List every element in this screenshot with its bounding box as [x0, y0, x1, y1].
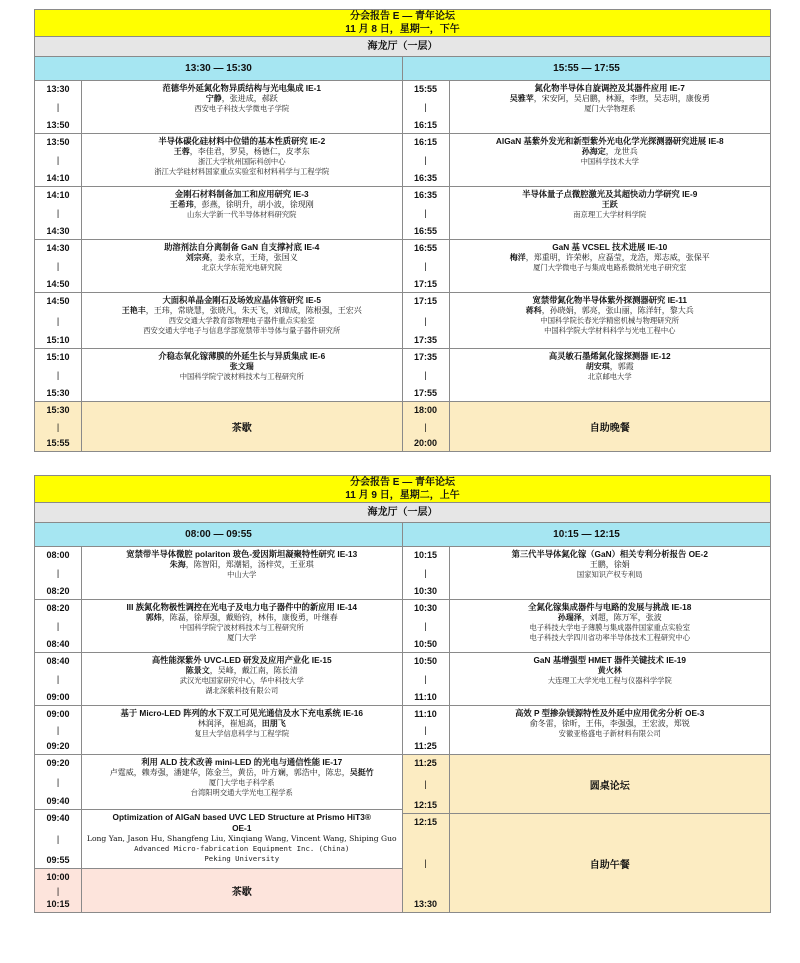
start-time: 08:00	[46, 550, 70, 560]
time-separator: |	[56, 102, 60, 112]
session-banner	[35, 476, 770, 503]
talk-authors	[453, 94, 768, 104]
end-time: 14:30	[46, 226, 70, 236]
talk-row	[403, 187, 771, 240]
talk-info	[450, 187, 771, 239]
talk-authors	[85, 560, 399, 570]
time-cell	[403, 134, 450, 186]
affiliation: 中国科学院长春光学精密机械与物理研究所	[540, 316, 680, 325]
hall-name: 海龙厅（一层）	[35, 37, 770, 57]
start-time: 11:25	[414, 758, 437, 768]
talk-info	[450, 349, 771, 401]
talk-row	[35, 547, 402, 600]
start-time: 08:20	[46, 603, 70, 613]
talk-title: 助溶剂法自分离制备 GaN 自支撑衬底 IE-4	[164, 242, 320, 252]
affiliation: 大连理工大学光电工程与仪器科学学院	[547, 676, 672, 685]
talk-title: Optimization of AlGaN based UVC LED Structure at Prismo HiT3®	[112, 812, 371, 822]
left-slot-label: 13:30 — 15:30	[35, 57, 403, 80]
talk-row	[403, 134, 771, 187]
start-time: 14:30	[46, 243, 70, 253]
talk-authors	[85, 362, 399, 372]
time-cell	[403, 349, 450, 401]
start-time: 16:35	[413, 190, 438, 200]
talk-row	[403, 81, 771, 134]
affiliation: 武汉光电国家研究中心，华中科技大学	[179, 676, 304, 685]
talk-info	[450, 600, 771, 652]
left-column	[35, 547, 403, 912]
talk-authors	[453, 560, 768, 570]
break-label: 茶歇	[231, 887, 252, 898]
talk-title: 利用 ALD 技术改善 mini-LED 的光电与通信性能 IE-17	[141, 757, 343, 767]
talk-authors	[453, 613, 768, 623]
presenter-name: 宁静	[205, 94, 222, 103]
time-cell	[403, 600, 450, 652]
coauthors: ，陈智阳，郑潮韬，汤梓荧，王亚琪	[185, 560, 314, 569]
presenter-name: 蒋科	[525, 306, 542, 315]
time-cell	[35, 293, 82, 348]
time-cell	[35, 187, 82, 239]
talk-title: 氮化物半导体自旋调控及其器件应用 IE-7	[534, 83, 685, 93]
talk-authors	[453, 306, 768, 316]
presenter-name: 吴挺竹	[349, 768, 374, 777]
schedule-columns	[35, 547, 770, 912]
affiliation: Advanced Micro-fabrication Equipment Inc. (China)	[134, 844, 350, 853]
presenter-name: 朱海	[169, 560, 186, 569]
affiliation: 台湾阳明交通大学光电工程学系	[190, 787, 293, 797]
end-time: 14:10	[46, 173, 70, 183]
presenter-name: 田朋飞	[261, 719, 286, 728]
start-time: 17:35	[413, 352, 438, 362]
session-banner	[35, 10, 770, 37]
talk-row	[35, 134, 402, 187]
start-time: 09:00	[46, 709, 70, 719]
end-time: 08:20	[46, 586, 70, 596]
start-time: 14:50	[46, 296, 70, 306]
talk-title: 高效 P 型掺杂镁源特性及外延中应用优劣分析 OE-3	[515, 708, 705, 718]
presenter-name: 孙瑞泽	[557, 613, 582, 622]
coauthors: ，彭燕，徐明升，胡小波，徐现刚	[193, 200, 314, 209]
affiliation: 安徽亚格盛电子新材料有限公司	[558, 729, 661, 738]
time-cell	[35, 81, 82, 133]
end-time: 15:10	[46, 335, 70, 345]
time-separator: |	[424, 621, 427, 631]
presenter-name: 王希玮	[169, 200, 194, 209]
talk-title-cont: OE-1	[232, 823, 252, 833]
presenter-name: 王跃	[601, 200, 618, 209]
affiliation: 北京邮电大学	[587, 372, 632, 381]
coauthors: ，郭霞	[609, 362, 634, 371]
talk-authors	[453, 200, 768, 210]
end-time: 17:35	[413, 335, 438, 345]
break-row	[403, 814, 771, 912]
talk-authors	[85, 719, 399, 729]
time-cell	[35, 810, 82, 868]
time-cell	[35, 547, 82, 599]
time-cell	[403, 755, 450, 813]
end-time: 13:50	[46, 120, 70, 130]
start-time: 09:40	[46, 813, 70, 823]
end-time: 09:55	[46, 855, 70, 865]
affiliation: 西安交通大学教育部物理电子器件重点实验室	[168, 316, 315, 325]
end-time: 14:50	[46, 279, 70, 289]
presenter-name: 张文瑞	[229, 362, 254, 371]
affiliation: 浙江大学杭州国际科创中心	[197, 157, 286, 166]
time-separator: |	[424, 725, 427, 735]
right-column	[403, 81, 771, 451]
talk-info	[82, 755, 402, 809]
talk-info	[82, 134, 402, 186]
start-time: 11:10	[414, 709, 437, 719]
time-separator: |	[424, 779, 427, 789]
coauthors: ，王玮，常晓慧，张晓凡，朱天飞，刘璋成，陈根强，王宏兴	[145, 306, 362, 315]
affiliation: 中国科学院宁波材料技术与工程研究所	[179, 623, 304, 632]
start-time: 15:10	[46, 352, 70, 362]
presenter-name: 陈景文	[185, 666, 210, 675]
time-cell	[403, 706, 450, 754]
affiliation: 山东大学新一代半导体材料研究院	[187, 210, 297, 219]
talk-row	[35, 187, 402, 240]
presenter-name: 郭炜	[145, 613, 162, 622]
time-slot-header	[35, 523, 770, 547]
talk-authors	[85, 834, 399, 844]
talk-title: 第三代半导体氮化镓（GaN）相关专利分析报告 OE-2	[511, 549, 708, 559]
time-cell	[35, 240, 82, 292]
talk-info	[82, 706, 402, 754]
affiliation: 中山大学	[227, 570, 257, 579]
end-time: 20:00	[413, 438, 438, 448]
start-time: 15:55	[413, 84, 438, 94]
time-separator: |	[424, 208, 427, 218]
end-time: 10:30	[413, 586, 438, 596]
talk-info	[82, 187, 402, 239]
end-time: 11:25	[414, 741, 437, 751]
start-time: 16:55	[413, 243, 438, 253]
talk-row	[403, 706, 771, 755]
end-time: 09:00	[46, 692, 70, 702]
coauthors: ，郑重明，许荣彬，应磊莹，龙浩，郑志威，张保平	[525, 253, 710, 262]
time-cell	[35, 755, 82, 809]
time-cell	[403, 814, 450, 912]
talk-row	[35, 600, 402, 653]
time-separator: |	[424, 155, 427, 165]
talk-info	[450, 134, 771, 186]
start-time: 18:00	[413, 405, 438, 415]
coauthors: 林润泽，崔旭高，	[197, 719, 262, 728]
talk-title: GaN 基增强型 HMET 器件关键技术 IE-19	[533, 655, 687, 665]
coauthors: ，姜永京，王琦，张国义	[209, 253, 298, 262]
talk-title: 高性能深紫外 UVC-LED 研发及应用产业化 IE-15	[151, 655, 332, 665]
affiliation: 湖北深紫科技有限公司	[205, 685, 279, 695]
talk-row	[35, 293, 402, 349]
talk-authors	[85, 94, 399, 104]
start-time: 08:40	[46, 656, 70, 666]
presenter-name: 孙海定	[581, 147, 606, 156]
end-time: 15:55	[46, 438, 70, 448]
time-separator: |	[56, 725, 60, 735]
right-slot-label: 15:55 — 17:55	[553, 63, 620, 74]
break-row	[403, 402, 771, 451]
time-cell	[403, 402, 450, 451]
coauthors: Long Yan, Jason Hu, Shangfeng Liu, Xinqiang Wang, Vincent Wang, Shiping Guo	[86, 834, 397, 843]
presenter-name: 梅洋	[509, 253, 526, 262]
talk-row	[403, 240, 771, 293]
talk-info	[450, 81, 771, 133]
affiliation: 浙江大学硅材料国家重点实验室和材料科学与工程学院	[154, 166, 330, 176]
talk-row	[403, 547, 771, 600]
end-time: 15:30	[46, 388, 70, 398]
break-row	[403, 755, 771, 814]
time-cell	[35, 600, 82, 652]
break-label: 圆桌论坛	[589, 780, 630, 792]
talk-title: III 族氮化物极性调控在光电子及电力电子器件中的新应用 IE-14	[126, 602, 357, 612]
time-separator: |	[56, 777, 60, 787]
time-cell	[403, 187, 450, 239]
talk-authors	[453, 253, 768, 263]
time-cell	[403, 240, 450, 292]
talk-authors	[85, 200, 399, 210]
time-cell	[403, 81, 450, 133]
end-time: 16:35	[413, 173, 438, 183]
time-separator: |	[56, 261, 60, 271]
coauthors: 卢霆威，赖寿强，潘建华，陈金兰，黄岳，叶方斓，郭浩中，陈忠，	[109, 768, 350, 777]
talk-title: AlGaN 基紫外发光和新型紫外光电化学光探测器研究进展 IE-8	[495, 136, 724, 146]
talk-authors	[85, 613, 399, 623]
affiliation: 电子科技大学四川省功率半导体技术工程研究中心	[529, 632, 691, 642]
talk-authors	[453, 362, 768, 372]
talk-title: 基于 Micro-LED 阵列的水下双工可见光通信及水下充电系统 IE-16	[120, 708, 363, 718]
right-column	[403, 547, 771, 912]
presenter-name: 黄火林	[597, 666, 622, 675]
left-column	[35, 81, 403, 451]
coauthors: ，龙世兵	[605, 147, 638, 156]
talk-info	[82, 600, 402, 652]
coauthors: 王鹏，徐娟	[589, 560, 630, 569]
start-time: 10:00	[46, 872, 70, 882]
time-separator: |	[424, 568, 427, 578]
banner-date: 11 月 9 日，星期二，上午	[345, 490, 460, 501]
time-separator: |	[56, 370, 60, 380]
affiliation: 国家知识产权专利局	[576, 570, 643, 579]
talk-info	[82, 349, 402, 401]
coauthors: ，吴峰，戴江南，陈长清	[209, 666, 298, 675]
time-cell	[35, 402, 82, 451]
start-time: 17:15	[413, 296, 438, 306]
presenter-name: 王艳丰	[121, 306, 146, 315]
talk-info	[450, 706, 771, 754]
talk-title: 宽禁带氮化物半导体紫外探测器研究 IE-11	[532, 295, 687, 305]
talk-title: 宽禁带半导体微腔 polariton 玻色-爱因斯坦凝聚特性研究 IE-13	[126, 549, 358, 559]
break-row	[35, 869, 402, 912]
end-time: 10:50	[413, 639, 438, 649]
end-time: 10:15	[46, 899, 70, 909]
hall-name: 海龙厅（一层）	[35, 503, 770, 523]
break-row	[35, 402, 402, 451]
talk-title: 半导体量子点微腔激光及其超快动力学研究 IE-9	[522, 189, 698, 199]
talk-info	[82, 293, 402, 348]
end-time: 11:10	[414, 692, 437, 702]
time-separator: |	[56, 421, 60, 432]
start-time: 12:15	[413, 817, 438, 827]
talk-title: GaN 基 VCSEL 技术进展 IE-10	[552, 242, 668, 252]
talk-row	[403, 293, 771, 349]
talk-info	[82, 81, 402, 133]
start-time: 16:15	[413, 137, 438, 147]
affiliation: 北京大学东莞光电研究院	[201, 263, 282, 272]
break-label: 自助晚餐	[589, 423, 630, 434]
end-time: 16:55	[413, 226, 438, 236]
talk-authors	[85, 147, 399, 157]
talk-row	[35, 81, 402, 134]
end-time: 09:40	[46, 796, 70, 806]
time-separator: |	[56, 834, 60, 844]
presenter-name: 刘宗亮	[185, 253, 210, 262]
talk-row	[35, 755, 402, 810]
talk-authors	[453, 147, 768, 157]
talk-title: 大面积单晶金刚石及场效应晶体管研究 IE-5	[162, 295, 322, 305]
time-separator: |	[56, 208, 60, 218]
affiliation: Peking University	[204, 853, 280, 863]
affiliation: 中国科学技术大学	[580, 157, 639, 166]
talk-authors	[85, 666, 399, 676]
start-time: 09:20	[46, 758, 70, 768]
coauthors: ，宋安阿，吴启鹏，林源，李煦，吴志明，康俊勇	[533, 94, 710, 103]
time-cell	[403, 293, 450, 348]
talk-row	[403, 653, 771, 706]
talk-authors	[453, 666, 768, 676]
affiliation: 厦门大学	[227, 632, 257, 642]
left-slot-label: 08:00 — 09:55	[35, 523, 403, 546]
start-time: 10:50	[413, 656, 438, 666]
start-time: 13:30	[46, 84, 70, 94]
time-cell	[35, 869, 82, 912]
talk-title: 金刚石材料制备加工和应用研究 IE-3	[174, 189, 309, 199]
affiliation: 电子科技大学电子薄膜与集成器件国家重点实验室	[529, 623, 691, 632]
talk-info	[82, 810, 402, 868]
end-time: 17:15	[413, 279, 438, 289]
start-time: 10:30	[413, 603, 438, 613]
talk-info	[82, 240, 402, 292]
affiliation: 厦门大学微电子与集成电路系微纳光电子研究室	[533, 263, 687, 272]
coauthors: ，孙晓娟，郭亮，张山丽，陈洋轩，黎大兵	[541, 306, 694, 315]
schedule-table-day2	[34, 475, 771, 913]
right-slot-label: 10:15 — 12:15	[553, 529, 620, 540]
talk-info	[450, 653, 771, 705]
time-cell	[35, 706, 82, 754]
time-cell	[35, 349, 82, 401]
time-cell	[403, 653, 450, 705]
end-time: 08:40	[46, 639, 70, 649]
talk-info	[450, 293, 771, 348]
talk-title: 全氮化镓集成器件与电路的发展与挑战 IE-18	[528, 602, 692, 612]
time-separator: |	[56, 155, 60, 165]
talk-info	[450, 547, 771, 599]
time-cell	[35, 134, 82, 186]
break-label: 茶歇	[231, 423, 252, 434]
talk-title: 半导体碳化硅材料中位错的基本性质研究 IE-2	[158, 136, 326, 146]
talk-title: 范德华外延氮化物异质结构与光电集成 IE-1	[162, 83, 322, 93]
time-cell	[35, 653, 82, 705]
coauthors: ，张进成，郝跃	[221, 94, 278, 103]
talk-row	[35, 240, 402, 293]
time-separator: |	[424, 261, 427, 271]
talk-row	[35, 653, 402, 706]
talk-row	[35, 706, 402, 755]
affiliation: 中国科学院宁波材料技术与工程研究所	[179, 372, 304, 381]
time-separator: |	[424, 421, 427, 432]
end-time: 16:15	[413, 120, 438, 130]
time-separator: |	[56, 674, 60, 684]
coauthors: ，李佳君，罗昊，杨德仁，皮孝东	[189, 147, 310, 156]
affiliation: 厦门大学电子科学系	[208, 778, 275, 787]
coauthors: 俞冬雷，徐昕，王伟，李强强，王宏波，郑锐	[529, 719, 690, 728]
end-time: 17:55	[413, 388, 438, 398]
time-separator: |	[56, 621, 60, 631]
time-separator: |	[56, 315, 60, 326]
time-cell	[403, 547, 450, 599]
affiliation: 厦门大学物理系	[584, 104, 636, 113]
talk-authors	[85, 253, 399, 263]
start-time: 13:50	[46, 137, 70, 147]
time-separator: |	[424, 102, 427, 112]
time-slot-header	[35, 57, 770, 81]
time-separator: |	[424, 315, 427, 326]
banner-date: 11 月 8 日，星期一，下午	[345, 24, 460, 35]
banner-title: 分会报告 E — 青年论坛	[349, 11, 455, 22]
presenter-name: 吴雅苹	[509, 94, 534, 103]
time-separator: |	[56, 568, 60, 578]
talk-row	[403, 600, 771, 653]
talk-info	[450, 240, 771, 292]
banner-title: 分会报告 E — 青年论坛	[349, 477, 455, 488]
talk-info	[82, 653, 402, 705]
start-time: 15:30	[46, 405, 70, 415]
coauthors: ，刘超，陈万军，张波	[581, 613, 662, 622]
affiliation: 复旦大学信息科学与工程学院	[194, 729, 290, 738]
affiliation: 西安电子科技大学微电子学院	[194, 104, 290, 113]
schedule-columns	[35, 81, 770, 451]
time-separator: |	[56, 885, 60, 896]
start-time: 14:10	[46, 190, 70, 200]
talk-authors	[453, 719, 768, 729]
end-time: 12:15	[413, 800, 438, 810]
start-time: 10:15	[413, 550, 438, 560]
affiliation: 南京理工大学材料学院	[573, 210, 647, 219]
affiliation: 西安交通大学电子与信息学部宽禁带半导体与量子器件研究所	[143, 325, 341, 335]
schedule-table-day1	[34, 9, 771, 452]
coauthors: ，陈磊，徐厚强，戴贻钧，林伟，康俊勇，叶继春	[161, 613, 338, 622]
time-separator: |	[424, 858, 427, 868]
affiliation: 中国科学院大学材料科学与光电工程中心	[544, 325, 676, 335]
talk-row	[403, 349, 771, 402]
end-time: 09:20	[46, 741, 70, 751]
presenter-name: 胡安琪	[585, 362, 610, 371]
talk-info	[82, 547, 402, 599]
talk-row	[35, 810, 402, 869]
talk-authors	[85, 306, 399, 316]
talk-title: 介稳态氧化镓薄膜的外延生长与异质集成 IE-6	[158, 351, 326, 361]
talk-row	[35, 349, 402, 402]
break-label: 自助午餐	[589, 859, 630, 871]
end-time: 13:30	[413, 899, 438, 909]
time-separator: |	[424, 370, 427, 380]
talk-title: 高灵敏石墨烯氮化镓探测器 IE-12	[548, 351, 671, 361]
time-separator: |	[424, 674, 427, 684]
talk-authors	[85, 768, 399, 778]
presenter-name: 王蓉	[173, 147, 190, 156]
